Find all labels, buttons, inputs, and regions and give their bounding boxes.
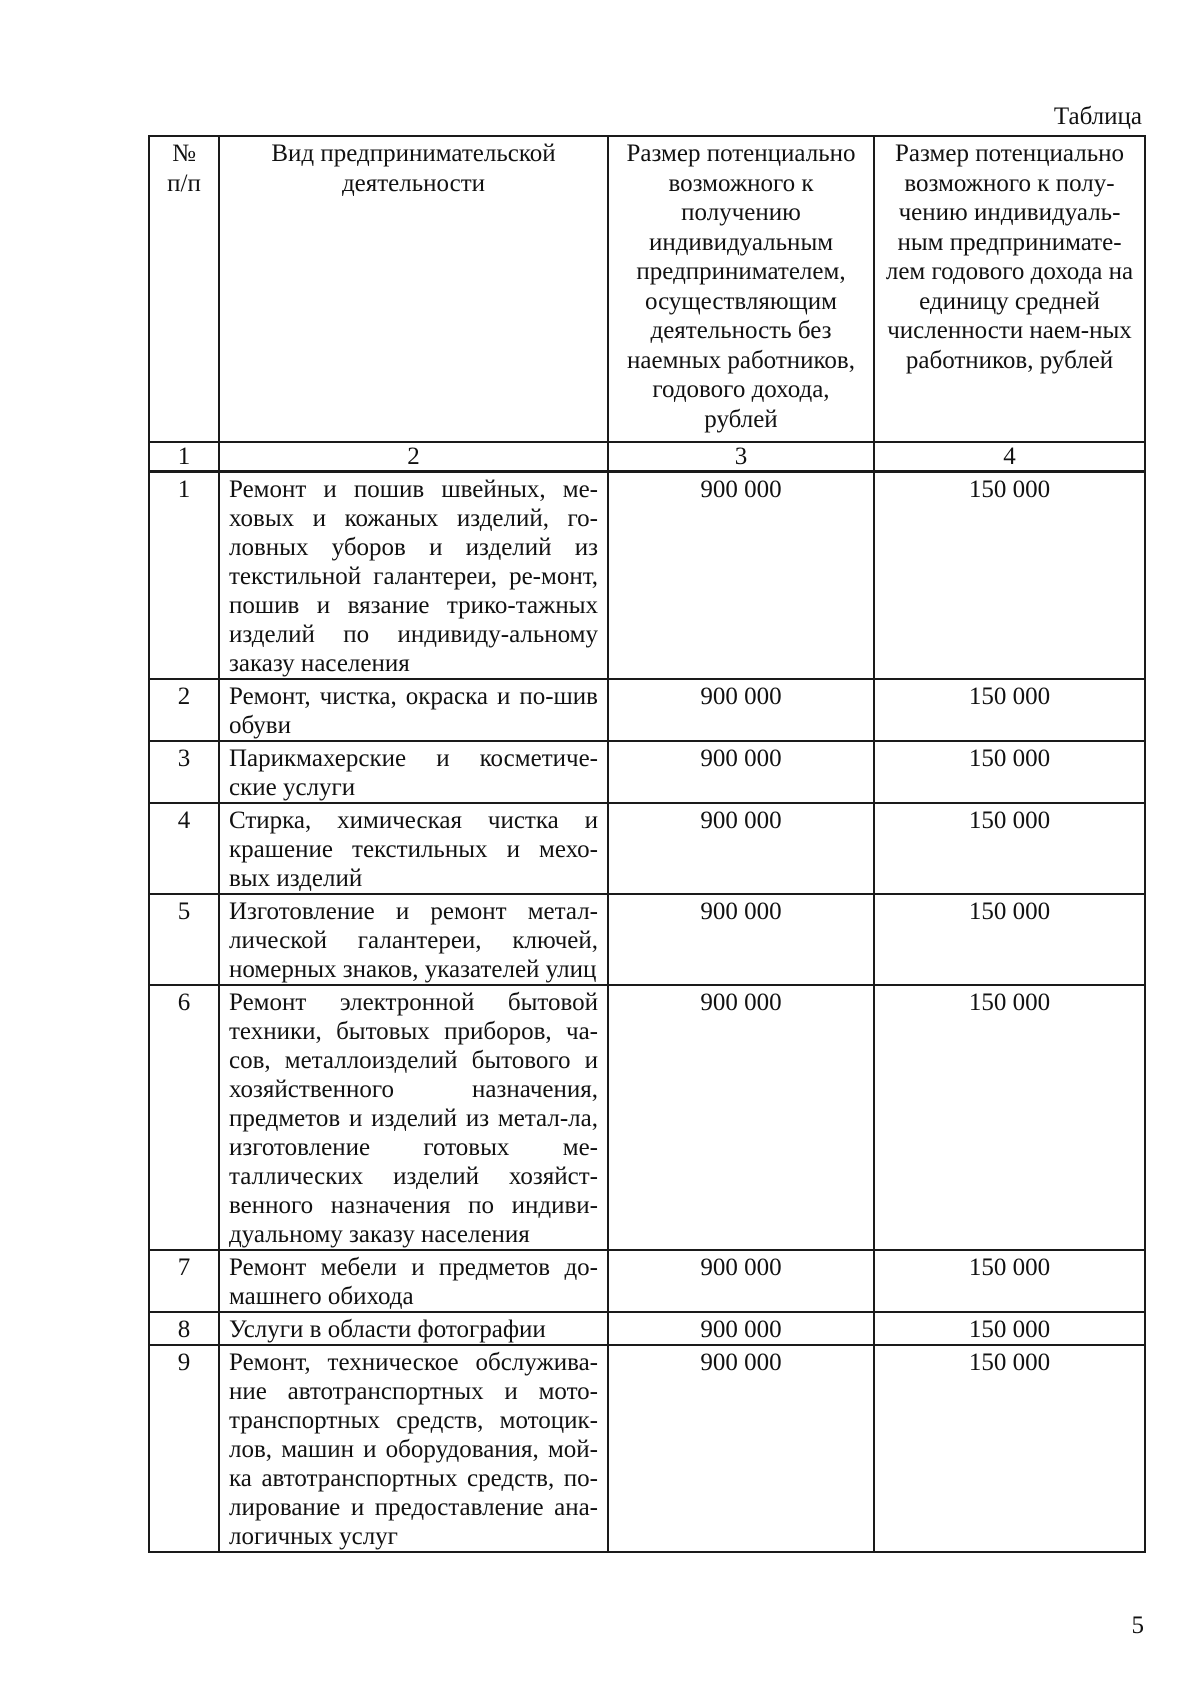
column-index-3: 3 — [608, 442, 874, 472]
row-income-per-employee: 150 000 — [874, 1345, 1145, 1552]
row-activity: Парикмахерские и косметиче-ские услуги — [219, 741, 608, 803]
row-num: 4 — [149, 803, 219, 894]
row-income-no-employees: 900 000 — [608, 803, 874, 894]
table-header-row — [149, 136, 1145, 442]
row-income-no-employees: 900 000 — [608, 985, 874, 1250]
row-income-per-employee: 150 000 — [874, 472, 1145, 680]
row-income-no-employees: 900 000 — [608, 1250, 874, 1312]
column-index-2: 2 — [219, 442, 608, 472]
table-row — [149, 472, 1145, 680]
row-income-per-employee: 150 000 — [874, 1250, 1145, 1312]
row-income-no-employees: 900 000 — [608, 1312, 874, 1345]
header-activity: Вид предпринимательской деятельности — [219, 136, 608, 442]
row-num: 5 — [149, 894, 219, 985]
row-num: 7 — [149, 1250, 219, 1312]
column-index-row — [149, 442, 1145, 472]
row-income-no-employees: 900 000 — [608, 472, 874, 680]
table-row — [149, 985, 1145, 1250]
row-income-per-employee: 150 000 — [874, 894, 1145, 985]
table-row — [149, 803, 1145, 894]
row-num: 2 — [149, 679, 219, 741]
row-activity: Ремонт мебели и предметов до-машнего обихода — [219, 1250, 608, 1312]
header-income-per-employee: Размер потенциально возможного к полу-чению индивидуаль-ным предпринимате-лем годового дохода на единицу средней численности наем-ных работников, рублей — [874, 136, 1145, 442]
table-row — [149, 1250, 1145, 1312]
row-activity: Ремонт, техническое обслужива-ние автотранспортных и мото-транспортных средств, мотоцик-лов, машин и оборудования, мой-ка автотранспортных средств, по-лирование и предоставление ана-логичных услуг — [219, 1345, 608, 1552]
page-number: 5 — [1131, 1612, 1144, 1639]
row-income-per-employee: 150 000 — [874, 803, 1145, 894]
row-income-no-employees: 900 000 — [608, 1345, 874, 1552]
row-income-per-employee: 150 000 — [874, 985, 1145, 1250]
table-row — [149, 894, 1145, 985]
row-activity: Ремонт электронной бытовой техники, бытовых приборов, ча-сов, металлоизделий бытового и хозяйственного назначения, предметов и изделий из метал-ла, изготовление готовых ме-таллических изделий хозяйст-венного назначения по индиви-дуальному заказу населения — [219, 985, 608, 1250]
row-activity: Стирка, химическая чистка и крашение текстильных и мехо-вых изделий — [219, 803, 608, 894]
column-index-1: 1 — [149, 442, 219, 472]
header-num: № п/п — [149, 136, 219, 442]
row-num: 9 — [149, 1345, 219, 1552]
row-num: 1 — [149, 472, 219, 680]
row-income-per-employee: 150 000 — [874, 741, 1145, 803]
row-activity: Ремонт и пошив швейных, ме-ховых и кожаных изделий, го-ловных уборов и изделий из текстильной галантереи, ре-монт, пошив и вязание трико-тажных изделий по индивиду-альному заказу населения — [219, 472, 608, 680]
row-activity: Услуги в области фотографии — [219, 1312, 608, 1345]
row-activity: Изготовление и ремонт метал-лической галантереи, ключей, номерных знаков, указателей улиц — [219, 894, 608, 985]
table-row — [149, 1312, 1145, 1345]
row-num: 8 — [149, 1312, 219, 1345]
table-row — [149, 1345, 1145, 1552]
row-num: 6 — [149, 985, 219, 1250]
row-num: 3 — [149, 741, 219, 803]
row-income-no-employees: 900 000 — [608, 741, 874, 803]
header-income-no-employees: Размер потенциально возможного к получению индивидуальным предпринимателем, осуществляющим деятельность без наемных работников, годового дохода, рублей — [608, 136, 874, 442]
row-income-per-employee: 150 000 — [874, 1312, 1145, 1345]
table-row — [149, 679, 1145, 741]
row-income-no-employees: 900 000 — [608, 679, 874, 741]
column-index-4: 4 — [874, 442, 1145, 472]
table-caption: Таблица — [1053, 103, 1142, 130]
row-income-per-employee: 150 000 — [874, 679, 1145, 741]
income-table — [148, 135, 1146, 1553]
row-activity: Ремонт, чистка, окраска и по-шив обуви — [219, 679, 608, 741]
table-row — [149, 741, 1145, 803]
row-income-no-employees: 900 000 — [608, 894, 874, 985]
